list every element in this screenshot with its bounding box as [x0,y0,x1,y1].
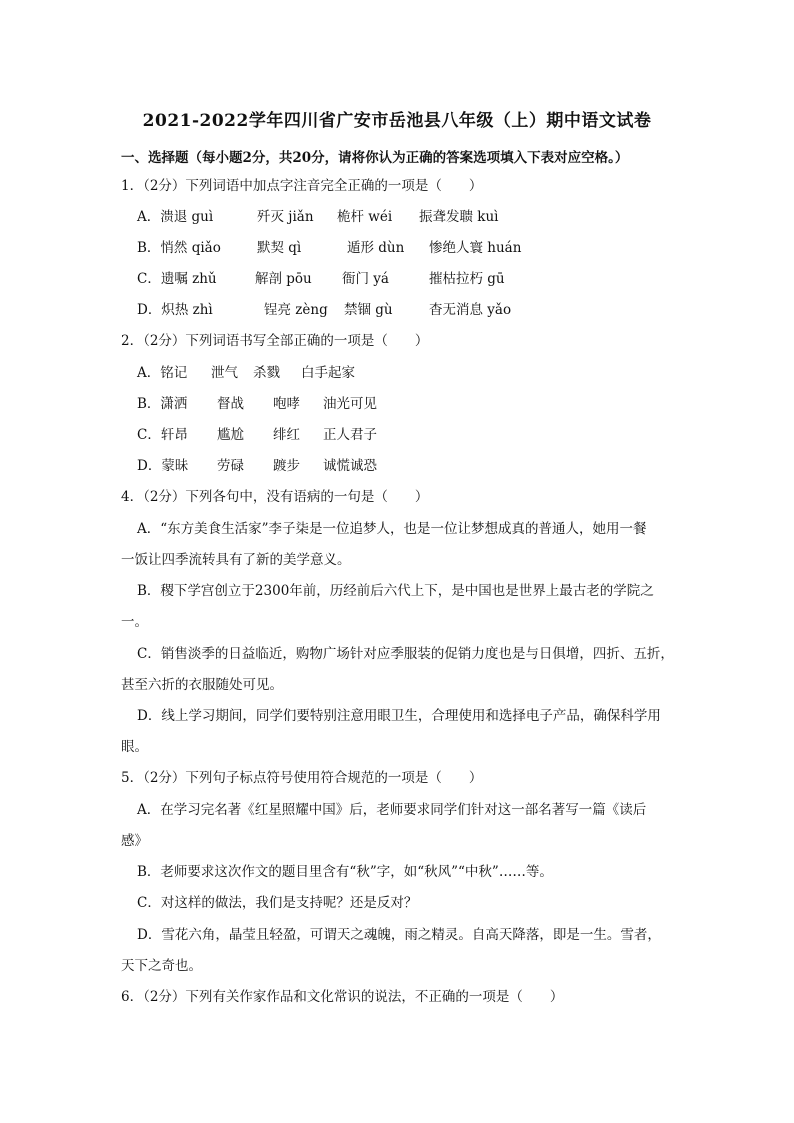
section-header: 一、选择题（每小题2分，共20分，请将你认为正确的答案选项填入下表对应空格。） [121,150,629,166]
option-cell: D．炽热 zhì [137,302,213,318]
option-cell: D．蒙昧 [137,458,189,474]
option-cell: 默契 qì [257,240,302,256]
question-5-option-a: A．在学习完名著《红星照耀中国》后，老师要求同学们针对这一部名著写一篇《读后 [137,802,647,818]
option-cell: 劳碌 [217,458,244,474]
question-2-stem: 2．（2分）下列词语书写全部正确的一项是（ ） [121,333,429,349]
option-cell: 惨绝人寰 huán [429,240,522,256]
option-cell: 摧枯拉朽 gū [429,271,505,287]
option-cell: C．遗嘱 zhǔ [137,271,217,287]
option-cell: 油光可见 [323,396,377,412]
option-cell: 咆哮 [273,396,300,412]
option-cell: 踱步 [273,458,300,474]
option-cell: 歼灭 jiǎn [257,209,314,225]
option-cell: B．悄然 qiǎo [137,240,221,256]
question-4-option-b-continued: 一。 [121,614,148,630]
question-5-option-b: B．老师要求这次作文的题目里含有“秋”字，如“秋风”“中秋”……等。 [137,864,553,880]
option-cell: 绯红 [273,427,300,443]
question-5-option-a-continued: 感》 [121,833,148,849]
option-cell: 桅杆 wéi [337,209,393,225]
option-cell: 锃亮 zèng [264,302,328,318]
question-1-stem: 1．（2分）下列词语中加点字注音完全正确的一项是（ ） [121,178,483,194]
option-cell: 杳无消息 yǎo [429,302,512,318]
question-4-option-b: B．稷下学宫创立于2300年前，历经前后六代上下，是中国也是世界上最古老的学院之 [137,583,654,599]
option-cell: 正人君子 [323,427,377,443]
page-title: 2021-2022学年四川省广安市岳池县八年级（上）期中语文试卷 [142,111,652,131]
option-cell: B．潇洒 [137,396,188,412]
question-5-stem: 5．（2分）下列句子标点符号使用符合规范的一项是（ ） [121,770,483,786]
option-cell: 衙门 yá [342,271,389,287]
question-5-option-d-continued: 天下之奇也。 [121,958,202,974]
question-4-option-c-continued: 甚至六折的衣服随处可见。 [121,677,283,693]
question-4-option-d: D．线上学习期间，同学们要特别注意用眼卫生，合理使用和选择电子产品，确保科学用 [137,708,661,724]
option-cell: 遁形 dùn [347,240,405,256]
option-cell: 尴尬 [217,427,244,443]
option-cell: C．轩昂 [137,427,188,443]
option-cell: 督战 [217,396,244,412]
option-cell: 解剖 pōu [255,271,312,287]
option-cell: 诚慌诚恐 [323,458,377,474]
question-4-option-a-continued: 一饭让四季流转具有了新的美学意义。 [121,552,351,568]
question-5-option-d: D．雪花六角，晶莹且轻盈，可谓天之魂魄，雨之精灵。自高天降落，即是一生。雪者， [137,927,661,943]
option-cell: 禁锢 gù [344,302,393,318]
option-cell: A．溃退 guì [137,209,214,225]
option-cell: 白手起家 [301,365,355,381]
option-cell: A．铭记 [137,365,188,381]
question-4-option-d-continued: 眼。 [121,739,148,755]
option-cell: 泄气 [211,365,238,381]
question-4-stem: 4．（2分）下列各句中，没有语病的一句是（ ） [121,489,429,505]
option-cell: 振聋发聩 kuì [419,209,499,225]
question-4-option-c: C．销售淡季的日益临近，购物广场针对应季服装的促销力度也是与日俱增，四折、五折， [137,646,674,662]
question-4-option-a: A．“东方美食生活家”李子柒是一位追梦人，也是一位让梦想成真的普通人，她用一餐 [137,521,647,537]
question-6-stem: 6．（2分）下列有关作家作品和文化常识的说法，不正确的一项是（ ） [121,989,564,1005]
question-5-option-c: C．对这样的做法，我们是支持呢？还是反对？ [137,895,418,911]
option-cell: 杀戮 [253,365,280,381]
